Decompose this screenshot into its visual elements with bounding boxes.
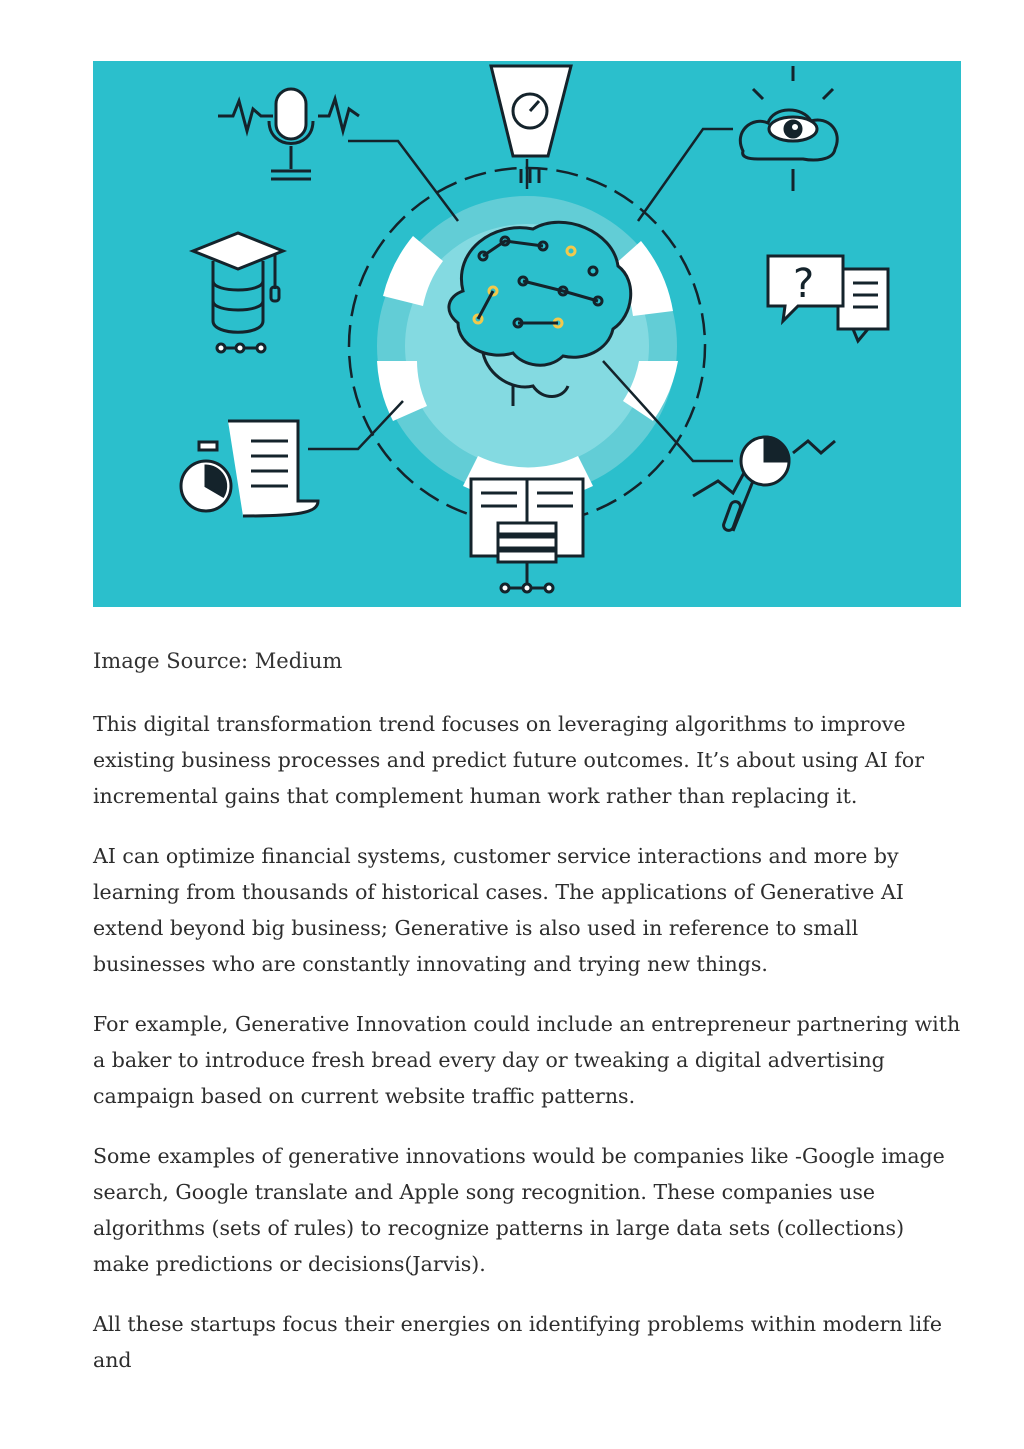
paragraph-2: AI can optimize financial systems, customer service interactions and more by learning from thousands of historical cases. The applications of Generative AI extend beyond big business; Generative is also used in reference to small businesses who are constantly innovating and trying new things. xyxy=(93,844,904,976)
paragraph-5: All these startups focus their energies on identifying problems within modern life and xyxy=(93,1312,942,1372)
image-caption: Image Source: Medium xyxy=(93,649,343,673)
paragraph-3: For example, Generative Innovation could include an entrepreneur partnering with a baker to introduce fresh bread every day or tweaking a digital advertising campaign based on current website traffic patterns. xyxy=(93,1012,961,1108)
paragraph-1: This digital transformation trend focuses on leveraging algorithms to improve existing business processes and predict future outcomes. It’s about using AI for incremental gains that complement human work rather than replacing it. xyxy=(93,712,925,808)
question-mark-text: ? xyxy=(793,261,815,307)
hero-image xyxy=(93,61,961,607)
article-body xyxy=(93,706,965,1402)
paragraph-4: Some examples of generative innovations would be companies like -Google image search, Google translate and Apple song recognition. These companies use algorithms (sets of rules) to recognize patterns in large data sets (collections) make predictions or decisions(Jarvis). xyxy=(93,1144,945,1276)
